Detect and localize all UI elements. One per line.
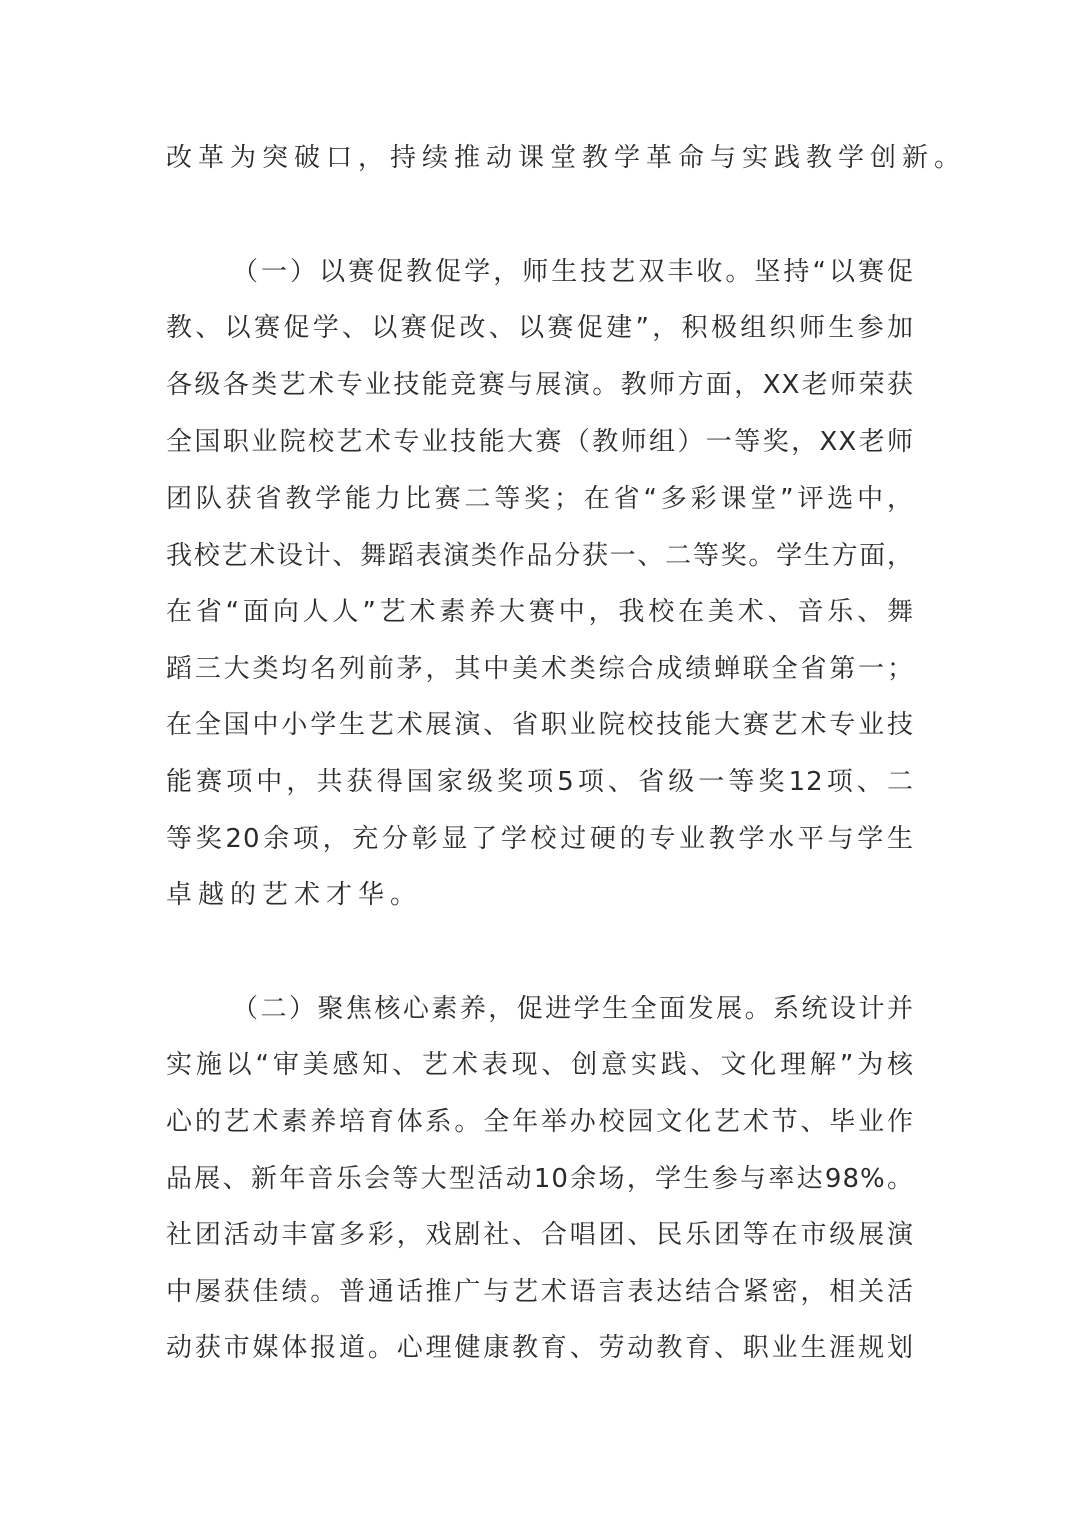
paragraph-line: 教、以赛促学、以赛促改、以赛促建”，积极组织师生参加 [166,313,914,343]
paragraph-line: 团队获省教学能力比赛二等奖；在省“多彩课堂”评选中， [166,484,914,514]
paragraph-line: 中屡获佳绩。普通话推广与艺术语言表达结合紧密，相关活 [166,1277,914,1307]
paragraph-line: 在全国中小学生艺术展演、省职业院校技能大赛艺术专业技 [166,710,914,740]
paragraph-line: 品展、新年音乐会等大型活动10余场，学生参与率达98%。 [166,1164,914,1194]
paragraph-line: 心的艺术素养培育体系。全年举办校园文化艺术节、毕业作 [166,1107,914,1137]
paragraph-line: 改革为突破口，持续推动课堂教学革命与实践教学创新。 [166,143,967,173]
section-2-heading-line: （二）聚焦核心素养，促进学生全面发展。系统设计并 [232,994,914,1024]
paragraph-line: 蹈三大类均名列前茅，其中美术类综合成绩蝉联全省第一； [166,654,914,684]
paragraph-line: 我校艺术设计、舞蹈表演类作品分获一、二等奖。学生方面， [166,541,914,571]
paragraph-line: 在省“面向人人”艺术素养大赛中，我校在美术、音乐、舞 [166,597,914,627]
paragraph-line: 全国职业院校艺术专业技能大赛（教师组）一等奖，XX老师 [166,427,914,457]
paragraph-line: 等奖20余项，充分彰显了学校过硬的专业教学水平与学生 [166,824,914,854]
paragraph-line: 动获市媒体报道。心理健康教育、劳动教育、职业生涯规划 [166,1333,914,1363]
section-1-heading-line: （一）以赛促教促学，师生技艺双丰收。坚持“以赛促 [232,257,914,287]
paragraph-line: 实施以“审美感知、艺术表现、创意实践、文化理解”为核 [166,1050,914,1080]
paragraph-line: 能赛项中，共获得国家级奖项5项、省级一等奖12项、二 [166,767,914,797]
paragraph-line: 各级各类艺术专业技能竞赛与展演。教师方面，XX老师荣获 [166,370,914,400]
paragraph-line: 社团活动丰富多彩，戏剧社、合唱团、民乐团等在市级展演 [166,1220,914,1250]
paragraph-line: 卓越的艺术才华。 [166,880,423,910]
